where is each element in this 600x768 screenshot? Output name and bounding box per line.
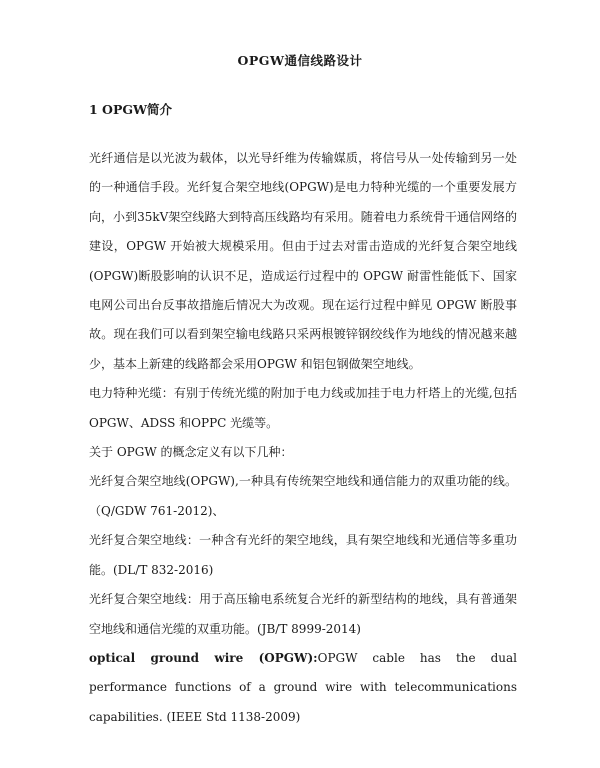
- english-term: optical ground wire (OPGW):: [89, 650, 318, 665]
- document-title: OPGW通信线路设计: [237, 53, 363, 68]
- definition-jbt: 光纤复合架空地线：用于高压输电系统复合光纤的新型结构的地线，具有普通架空地线和通信光缆的双重功能。(JB/T 8999-2014): [89, 592, 517, 636]
- document-body: [89, 144, 517, 732]
- intro-paragraph: 光纤通信是以光波为载体，以光导纤维为传输媒质，将信号从一处传输到另一处的一种通信手段。光纤复合架空地线(OPGW)是电力特种光缆的一个重要发展方向，小到35kV架空线路大到特高压线路均有采用。随着电力系统骨干通信网络的建设，OPGW 开始被大规模采用。但由于过去对雷击造成的光纤复合架空地线(OPGW)断股影响的认识不足，造成运行过程中的 OPGW 耐雷性能低下、国家电网公司出台反事故措施后情况大为改观。现在运行过程中鲜见 OPGW 断股事故。现在我们可以看到架空输电线路只采两根镀锌钢绞线作为地线的情况越来越少，基本上新建的线路都会采用OPGW 和铝包钢做架空地线。: [89, 151, 517, 371]
- definition-dlt: 光纤复合架空地线：一种含有光纤的架空地线，具有架空地线和光通信等多重功能。(DL/T 832-2016): [89, 533, 517, 577]
- special-cable-paragraph: 电力特种光缆：有别于传统光缆的附加于电力线或加挂于电力杆塔上的光缆,包括OPGW、ADSS 和OPPC 光缆等。: [89, 386, 517, 430]
- section-heading: 1 OPGW简介: [89, 102, 173, 117]
- english-definition-text: OPGW cable has the dual performance functions of a ground wire with telecommunications capabilities. (IEEE Std 1138-2009): [89, 650, 518, 724]
- definitions-intro-paragraph: 关于 OPGW 的概念定义有以下几种：: [89, 445, 293, 460]
- definition-qgdw: 光纤复合架空地线(OPGW),一种具有传统架空地线和通信能力的双重功能的线。（Q/GDW 761-2012)、: [89, 474, 517, 518]
- definition-ieee: [89, 644, 517, 732]
